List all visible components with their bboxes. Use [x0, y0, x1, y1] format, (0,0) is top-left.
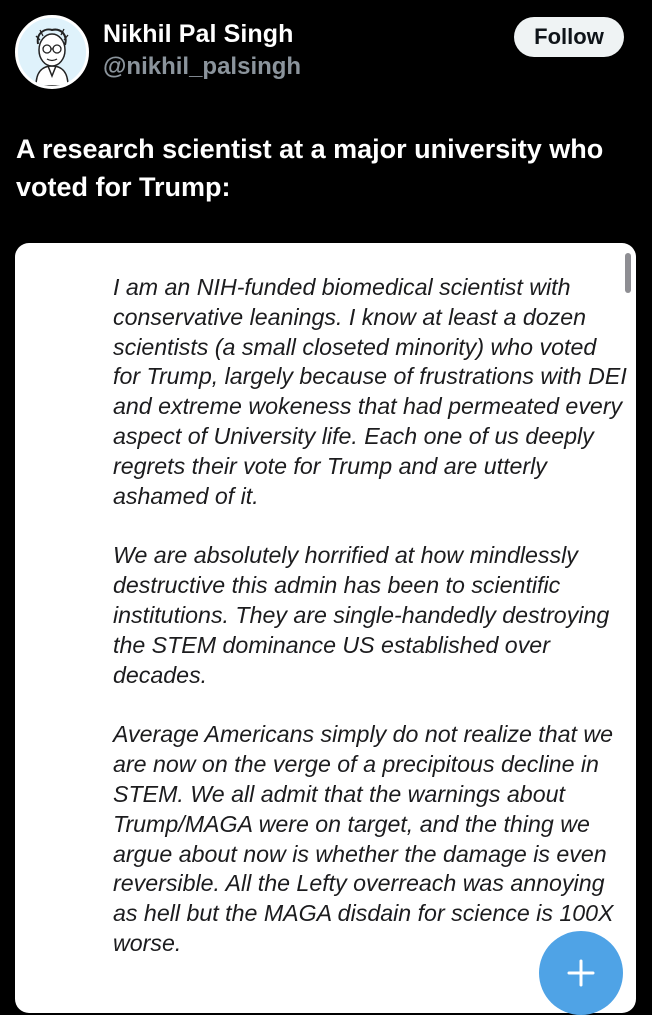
avatar[interactable] [15, 15, 89, 89]
author-handle[interactable]: @nikhil_palsingh [103, 53, 302, 80]
compose-button[interactable] [539, 931, 623, 1015]
author-name[interactable]: Nikhil Pal Singh [103, 20, 294, 48]
plus-icon [566, 958, 596, 988]
post-text: A research scientist at a major university who voted for Trump: [16, 134, 604, 202]
quoted-paragraph-1: I am an NIH-funded biomedical scientist with conservative leanings. I know at least a dozen scientists (a small closeted minority) who voted for Trump, largely because of frustrations with DEI and extreme wokeness that had permeated every aspect of University life. Each one of us deeply regrets their vote for Trump and are utterly ashamed of it. [113, 274, 627, 509]
quoted-paragraph-2: We are absolutely horrified at how mindlessly destructive this admin has been to scientific institutions. They are single-handedly destroying the STEM dominance US established over decades. [113, 542, 610, 688]
quoted-text-body [113, 273, 628, 989]
caricature-avatar-icon [18, 18, 86, 86]
quoted-paragraph-3: Average Americans simply do not realize that we are now on the verge of a precipitous decline in STEM. We all admit that the warnings about Trump/MAGA were on target, and the thing we argue about now is whether the damage is even reversible. All the Lefty overreach was annoying as hell but the MAGA disdain for science is 100X worse. [113, 721, 614, 956]
scrollbar[interactable] [625, 253, 631, 293]
follow-button[interactable]: Follow [514, 17, 624, 57]
quoted-text-image[interactable] [15, 243, 636, 1013]
